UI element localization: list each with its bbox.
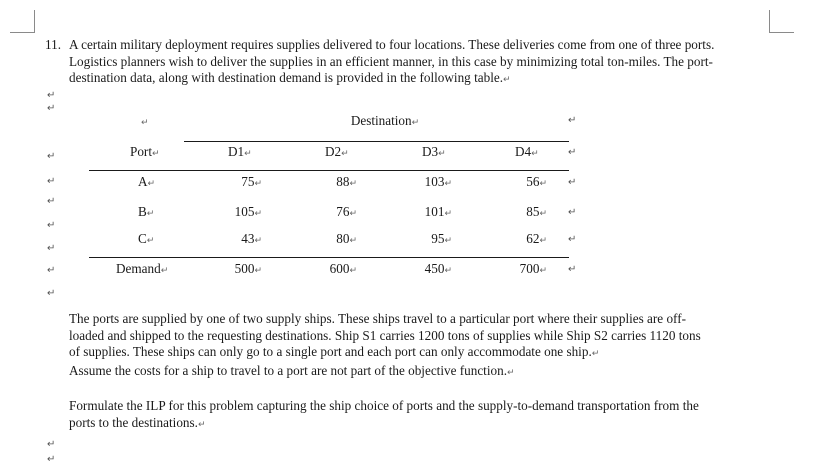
demand-cell: 700↵ (519, 261, 547, 276)
table-cell: 103↵ (424, 174, 452, 189)
column-header-rule (89, 170, 569, 171)
table-cell: 105↵ (234, 204, 262, 219)
page-corner-mark-right (769, 10, 794, 33)
page-corner-mark-left (10, 10, 35, 33)
destination-header: Destination↵ (350, 113, 420, 128)
paragraph-mark: ↵ (47, 243, 56, 254)
demand-cell: 600↵ (329, 261, 357, 276)
demand-cell: 500↵ (234, 261, 262, 276)
port-cell: A↵ (138, 174, 156, 189)
row-end-mark: ↵ (568, 177, 577, 188)
paragraph-mark: ↵ (47, 454, 56, 465)
ships-line-4: Assume the costs for a ship to travel to a port are not part of the objective function. (69, 362, 507, 378)
table-cell: 62↵ (526, 231, 547, 246)
table-cell: 76↵ (336, 204, 357, 219)
question-number: 11. (45, 37, 61, 52)
header-rule (184, 141, 569, 142)
cell-end-mark: ↵ (141, 118, 149, 128)
paragraph-mark: ↵ (47, 176, 56, 187)
paragraph-mark: ↵ (47, 439, 56, 450)
paragraph-mark: ↵ (197, 419, 206, 430)
column-header-d2: D2↵ (325, 144, 349, 159)
row-end-mark: ↵ (568, 207, 577, 218)
demand-rule (89, 257, 569, 258)
paragraph-mark: ↵ (47, 151, 56, 162)
paragraph-mark: ↵ (47, 196, 56, 207)
task-line-1: Formulate the ILP for this problem capturing the ship choice of ports and the supply-to-demand transportation from the (69, 398, 699, 413)
port-cell: C↵ (138, 231, 155, 246)
paragraph-mark: ↵ (503, 75, 511, 85)
paragraph-mark: ↵ (47, 265, 56, 276)
table-cell: 101↵ (424, 204, 452, 219)
ships-line-2: loaded and shipped to the requesting destinations. Ship S1 carries 1200 tons of supplies while Ship S2 carries 1120 tons (69, 327, 701, 343)
paragraph-mark: ↵ (47, 90, 56, 101)
question-line-2: Logistics planners wish to deliver the supplies in an efficient manner, in this case by minimizing total ton-miles. The port- (69, 53, 713, 69)
question-line-1: A certain military deployment requires supplies delivered to four locations. These deliveries come from one of three ports. (69, 37, 715, 52)
ships-line-1: The ports are supplied by one of two supply ships. These ships travel to a particular port where their supplies are off- (69, 311, 686, 326)
task-paragraph (69, 398, 766, 433)
table-cell: 95↵ (431, 231, 452, 246)
question-paragraph (45, 37, 767, 89)
row-end-mark: ↵ (568, 234, 577, 245)
column-header-d4: D4↵ (515, 144, 539, 159)
paragraph-mark: ↵ (47, 220, 56, 231)
paragraph-mark: ↵ (591, 349, 600, 359)
question-line-3: destination data, along with destination demand is provided in the following table. (69, 70, 504, 85)
table-cell: 88↵ (336, 174, 357, 189)
port-cell: B↵ (138, 204, 155, 219)
paragraph-mark: ↵ (507, 367, 515, 378)
table-cell: 56↵ (526, 174, 547, 189)
table-cell: 43↵ (241, 231, 262, 246)
demand-cell: 450↵ (424, 261, 452, 276)
task-line-2: ports to the destinations. (69, 414, 198, 430)
table-cell: 85↵ (526, 204, 547, 219)
row-end-mark: ↵ (568, 147, 577, 158)
paragraph-mark: ↵ (47, 103, 56, 114)
row-end-mark: ↵ (568, 115, 577, 126)
demand-label: Demand↵ (116, 261, 169, 276)
ships-line-3: of supplies. These ships can only go to a single port and each port can only accommodate one ship. (69, 344, 592, 359)
ships-paragraph (69, 311, 766, 381)
column-header-d3: D3↵ (422, 144, 446, 159)
port-column-header: Port↵ (130, 144, 160, 159)
row-end-mark: ↵ (568, 264, 577, 275)
table-cell: 80↵ (336, 231, 357, 246)
column-header-d1: D1↵ (228, 144, 252, 159)
table-cell: 75↵ (241, 174, 262, 189)
paragraph-mark: ↵ (47, 288, 56, 299)
